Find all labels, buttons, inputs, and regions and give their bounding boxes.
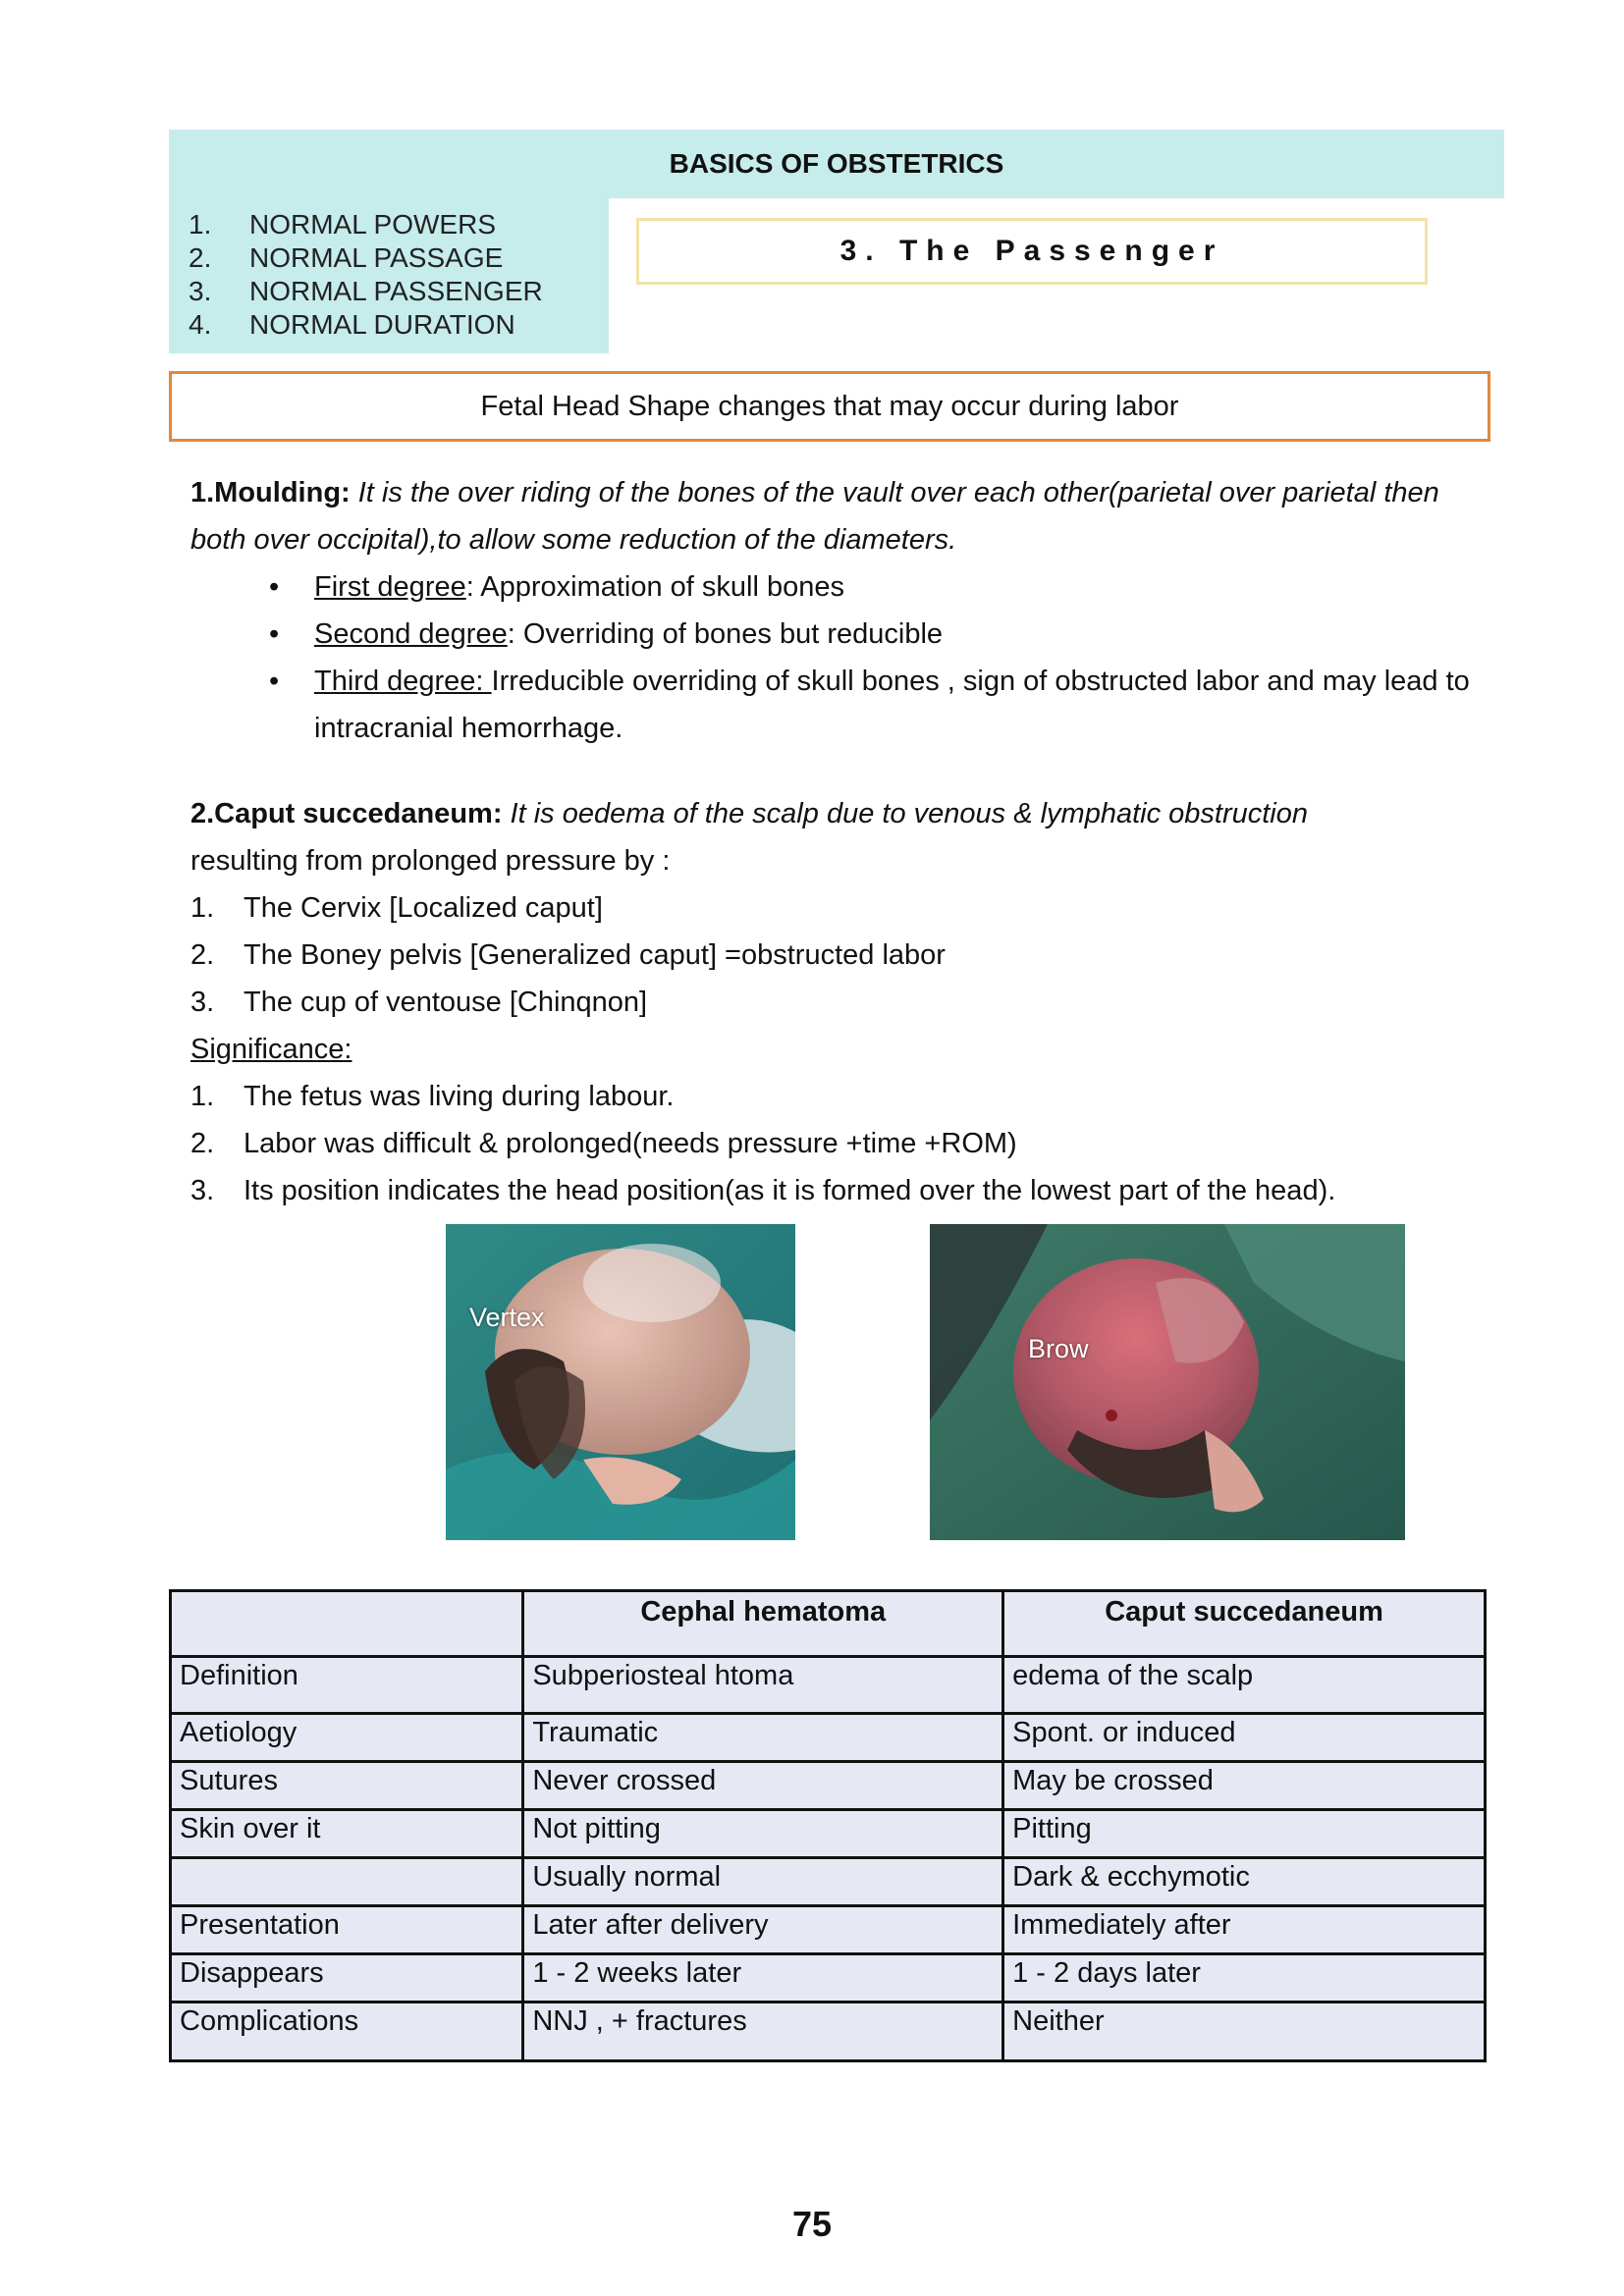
table-cell: Traumatic (523, 1714, 1003, 1762)
list-item: • Second degree: Overriding of bones but reducible (269, 611, 1487, 658)
list-item: • Third degree: Irreducible overriding of skull bones , sign of obstructed labor and may lead to intracranial hemorrhage. (269, 658, 1487, 752)
topic-banner: Fetal Head Shape changes that may occur during labor (169, 371, 1490, 442)
caput-definition-cont: resulting from prolonged pressure by : (190, 845, 671, 877)
table-cell: Skin over it (171, 1810, 523, 1858)
table-cell: Neither (1003, 2002, 1486, 2061)
table-cell (171, 1858, 523, 1906)
table-header-row (171, 1591, 1486, 1657)
table-cell: 1 - 2 weeks later (523, 1954, 1003, 2002)
table-cell: NNJ , + fractures (523, 2002, 1003, 2061)
list-item: 3. Its position indicates the head position(as it is formed over the lowest part of the head). (190, 1175, 1336, 1206)
moulding-heading: 1.Moulding: (190, 477, 351, 508)
comparison-table (169, 1589, 1487, 2062)
table-row (171, 1762, 1486, 1810)
vertex-photo-illustration (446, 1224, 795, 1540)
table-row (171, 2002, 1486, 2061)
significance-label: Significance: (190, 1034, 352, 1065)
page-number: 75 (791, 2204, 833, 2244)
list-item: 1. The fetus was living during labour. (190, 1081, 675, 1112)
list-item: 2. The Boney pelvis [Generalized caput] =obstructed labor (190, 939, 946, 971)
table-cell: 1 - 2 days later (1003, 1954, 1486, 2002)
table-cell: Usually normal (523, 1858, 1003, 1906)
table-cell: Presentation (171, 1906, 523, 1954)
table-row (171, 1657, 1486, 1714)
table-row (171, 1714, 1486, 1762)
toc-item: 3. NORMAL PASSENGER (189, 276, 543, 306)
table-cell: Not pitting (523, 1810, 1003, 1858)
brow-photo-illustration (930, 1224, 1405, 1540)
toc-item: 4. NORMAL DURATION (189, 309, 515, 340)
table-row (171, 1906, 1486, 1954)
table-cell: May be crossed (1003, 1762, 1486, 1810)
table-cell: Aetiology (171, 1714, 523, 1762)
list-item: 3. The cup of ventouse [Chinqnon] (190, 987, 648, 1018)
moulding-degree-list (269, 563, 1487, 752)
brow-label: Brow (1028, 1334, 1089, 1363)
table-cell: Complications (171, 2002, 523, 2061)
vertex-label: Vertex (469, 1303, 545, 1332)
table-cell: Disappears (171, 1954, 523, 2002)
table-row (171, 1810, 1486, 1858)
table-cell: Dark & ecchymotic (1003, 1858, 1486, 1906)
table-cell: Immediately after (1003, 1906, 1486, 1954)
brow-photo (930, 1224, 1405, 1540)
caput-definition: It is oedema of the scalp due to venous & lymphatic obstruction (502, 798, 1308, 829)
list-item: 2. Labor was difficult & prolonged(needs pressure +time +ROM) (190, 1128, 1017, 1159)
toc-item: 1. NORMAL POWERS (189, 209, 496, 240)
table-cell: Spont. or induced (1003, 1714, 1486, 1762)
table-cell: Pitting (1003, 1810, 1486, 1858)
caput-heading: 2.Caput succedaneum: (190, 798, 503, 829)
section-title: 3. The Passenger (636, 218, 1428, 285)
table-header-cell: Cephal hematoma (523, 1591, 1003, 1657)
table-row (171, 1954, 1486, 2002)
table-header-cell (171, 1591, 523, 1657)
document-title: BASICS OF OBSTETRICS (669, 148, 1004, 179)
list-item: 1. The Cervix [Localized caput] (190, 892, 603, 924)
table-cell: Never crossed (523, 1762, 1003, 1810)
moulding-definition: It is the over riding of the bones of the vault over each other(parietal over parietal then both over occipital),to allow some reduction of the diameters. (190, 477, 1439, 556)
table-cell: Subperiosteal htoma (523, 1657, 1003, 1714)
list-item: • First degree: Approximation of skull bones (269, 563, 1487, 611)
toc-list (189, 208, 543, 342)
table-row (171, 1858, 1486, 1906)
table-cell: Definition (171, 1657, 523, 1714)
vertex-photo (446, 1224, 795, 1540)
table-cell: Sutures (171, 1762, 523, 1810)
table-cell: edema of the scalp (1003, 1657, 1486, 1714)
table-cell: Later after delivery (523, 1906, 1003, 1954)
table-header-cell: Caput succedaneum (1003, 1591, 1486, 1657)
moulding-paragraph (190, 469, 1496, 563)
caput-paragraph (190, 790, 1496, 884)
caput-causes-list (190, 884, 1496, 1214)
toc-item: 2. NORMAL PASSAGE (189, 242, 504, 273)
